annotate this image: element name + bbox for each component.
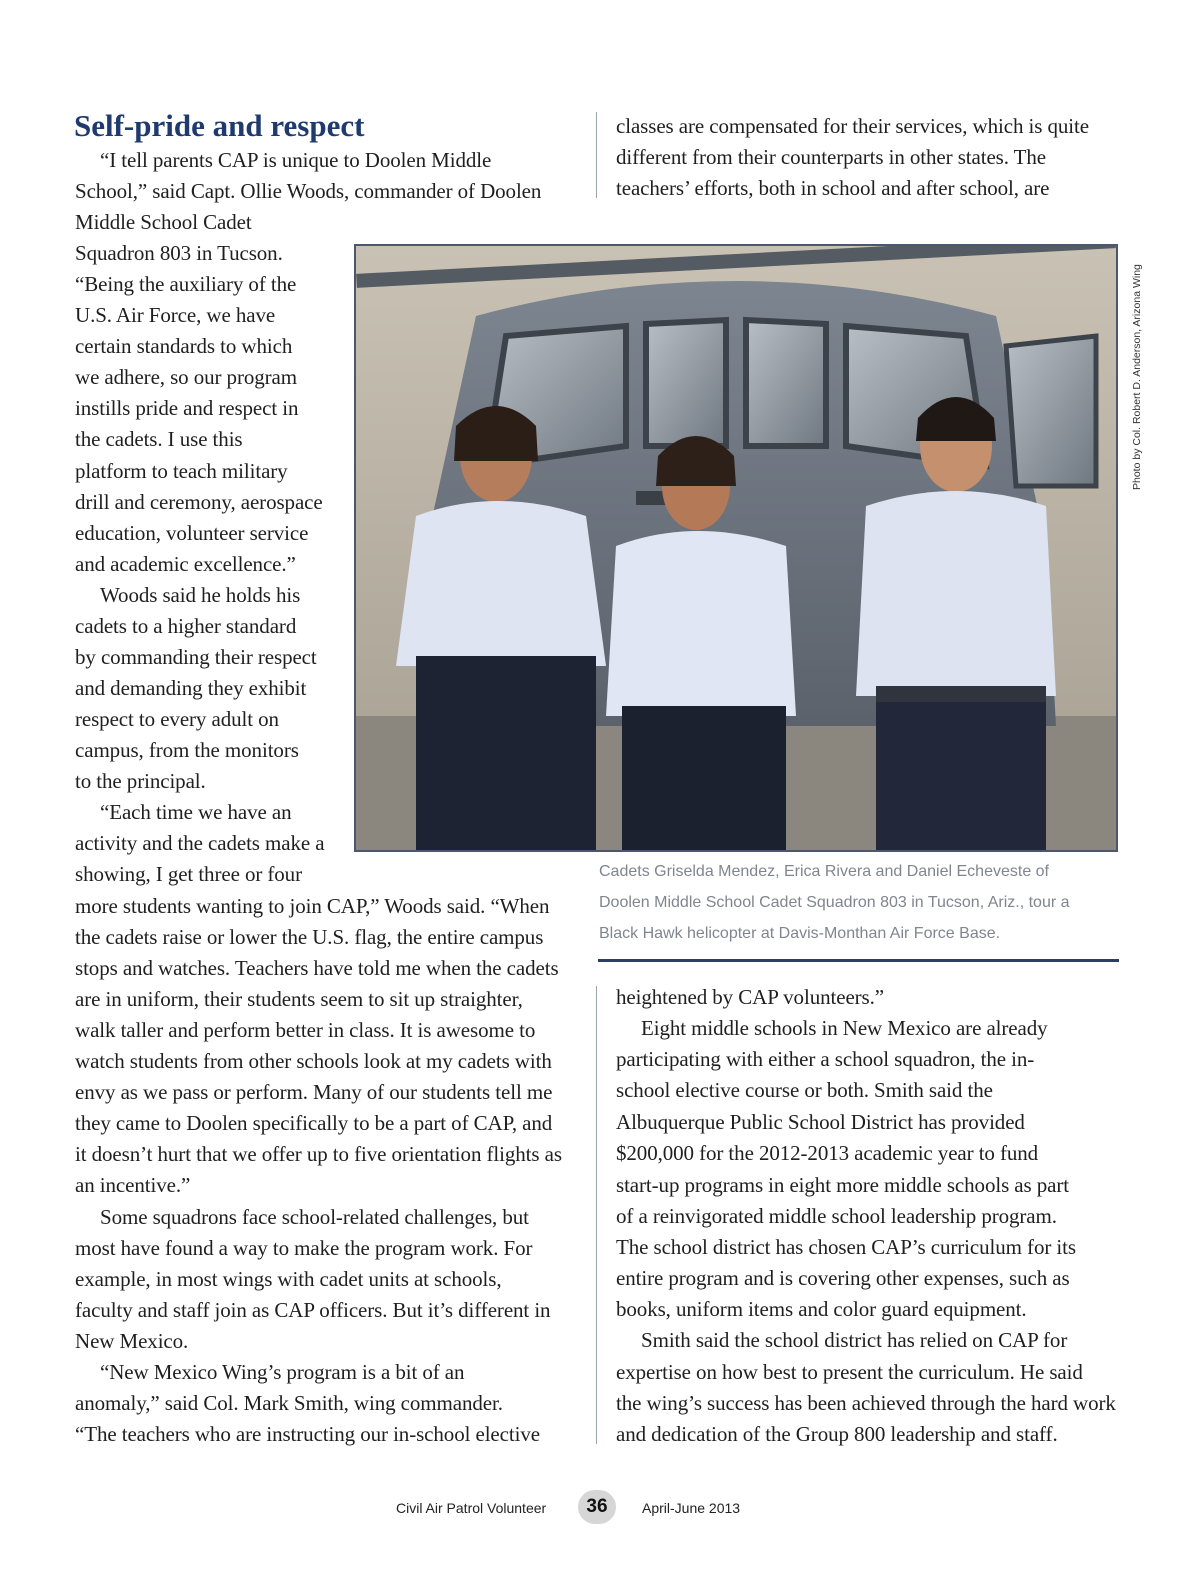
body-line: they came to Doolen specifically to be a part of CAP, and (75, 1111, 553, 1135)
body-line: classes are compensated for their services, which is quite (616, 114, 1089, 138)
body-line: Smith said the school district has relied on CAP for (641, 1328, 1068, 1352)
column-divider (596, 112, 597, 198)
body-line: education, volunteer service (75, 521, 309, 545)
body-line: drill and ceremony, aerospace (75, 490, 323, 514)
body-line: books, uniform items and color guard equipment. (616, 1297, 1027, 1321)
body-line: Some squadrons face school-related challenges, but (100, 1205, 529, 1229)
body-line: the wing’s success has been achieved through the hard work (616, 1391, 1116, 1415)
body-line: “Being the auxiliary of the (75, 272, 297, 296)
body-line: entire program and is covering other expenses, such as (616, 1266, 1070, 1290)
body-line: “The teachers who are instructing our in-school elective (75, 1422, 540, 1446)
body-line: we adhere, so our program (75, 365, 297, 389)
body-line: showing, I get three or four (75, 862, 302, 886)
body-line: school elective course or both. Smith said the (616, 1078, 993, 1102)
caption-line: Doolen Middle School Cadet Squadron 803 in Tucson, Ariz., tour a (599, 894, 1070, 911)
body-line: The school district has chosen CAP’s curriculum for its (616, 1235, 1076, 1259)
body-line: by commanding their respect (75, 645, 317, 669)
photo-credit: Photo by Col. Robert D. Anderson, Arizona Wing (1131, 264, 1143, 490)
body-line: to the principal. (75, 769, 206, 793)
caption-line: Black Hawk helicopter at Davis-Monthan Air Force Base. (599, 925, 1001, 942)
body-line: and academic excellence.” (75, 552, 296, 576)
body-line: New Mexico. (75, 1329, 189, 1353)
body-line: Albuquerque Public School District has provided (616, 1110, 1025, 1134)
body-line: Squadron 803 in Tucson. (75, 241, 283, 265)
body-line: are in uniform, their students seem to sit up straighter, (75, 987, 523, 1011)
body-line: example, in most wings with cadet units at schools, (75, 1267, 502, 1291)
body-line: of a reinvigorated middle school leadership program. (616, 1204, 1057, 1228)
body-line: “I tell parents CAP is unique to Doolen Middle (100, 148, 492, 172)
body-line: $200,000 for the 2012-2013 academic year to fund (616, 1141, 1039, 1165)
body-line: an incentive.” (75, 1173, 191, 1197)
body-line: U.S. Air Force, we have (75, 303, 276, 327)
caption-rule (598, 959, 1119, 962)
body-line: faculty and staff join as CAP officers. But it’s different in (75, 1298, 551, 1322)
body-line: anomaly,” said Col. Mark Smith, wing commander. (75, 1391, 503, 1415)
photo-illustration (356, 246, 1116, 850)
body-line: start-up programs in eight more middle schools as part (616, 1173, 1070, 1197)
caption-line: Cadets Griselda Mendez, Erica Rivera and Daniel Echeveste of (599, 863, 1049, 880)
body-line: activity and the cadets make a (75, 831, 325, 855)
body-line: “Each time we have an (100, 800, 292, 824)
body-line: the cadets raise or lower the U.S. flag, the entire campus (75, 925, 544, 949)
body-line: it doesn’t hurt that we offer up to five orientation flights as (75, 1142, 562, 1166)
footer-publication: Civil Air Patrol Volunteer (396, 1500, 547, 1516)
body-line: teachers’ efforts, both in school and after school, are (616, 176, 1050, 200)
body-line: different from their counterparts in other states. The (616, 145, 1047, 169)
cadets-helicopter-photo (354, 244, 1118, 852)
body-line: most have found a way to make the program work. For (75, 1236, 533, 1260)
body-line: participating with either a school squadron, the in- (616, 1047, 1035, 1071)
body-line: instills pride and respect in (75, 396, 299, 420)
body-line: stops and watches. Teachers have told me when the cadets (75, 956, 559, 980)
body-line: envy as we pass or perform. Many of our students tell me (75, 1080, 553, 1104)
body-line: “New Mexico Wing’s program is a bit of an (100, 1360, 465, 1384)
body-line: campus, from the monitors (75, 738, 299, 762)
body-line: Woods said he holds his (100, 583, 301, 607)
body-line: heightened by CAP volunteers.” (616, 985, 885, 1009)
body-line: cadets to a higher standard (75, 614, 297, 638)
body-line: watch students from other schools look at my cadets with (75, 1049, 552, 1073)
body-line: respect to every adult on (75, 707, 279, 731)
body-line: walk taller and perform better in class. It is awesome to (75, 1018, 536, 1042)
column-divider (596, 986, 597, 1444)
body-line: Middle School Cadet (75, 210, 252, 234)
body-line: and dedication of the Group 800 leadership and staff. (616, 1422, 1058, 1446)
body-line: expertise on how best to present the curriculum. He said (616, 1360, 1083, 1384)
body-line: the cadets. I use this (75, 427, 243, 451)
body-line: more students wanting to join CAP,” Woods said. “When (75, 894, 550, 918)
body-line: School,” said Capt. Ollie Woods, commander of Doolen (75, 179, 542, 203)
article-heading: Self-pride and respect (74, 108, 365, 143)
body-line: certain standards to which (75, 334, 293, 358)
body-line: Eight middle schools in New Mexico are already (641, 1016, 1048, 1040)
body-line: and demanding they exhibit (75, 676, 307, 700)
page-number: 36 (578, 1490, 616, 1524)
footer-date: April-June 2013 (642, 1500, 741, 1516)
body-line: platform to teach military (75, 459, 288, 483)
